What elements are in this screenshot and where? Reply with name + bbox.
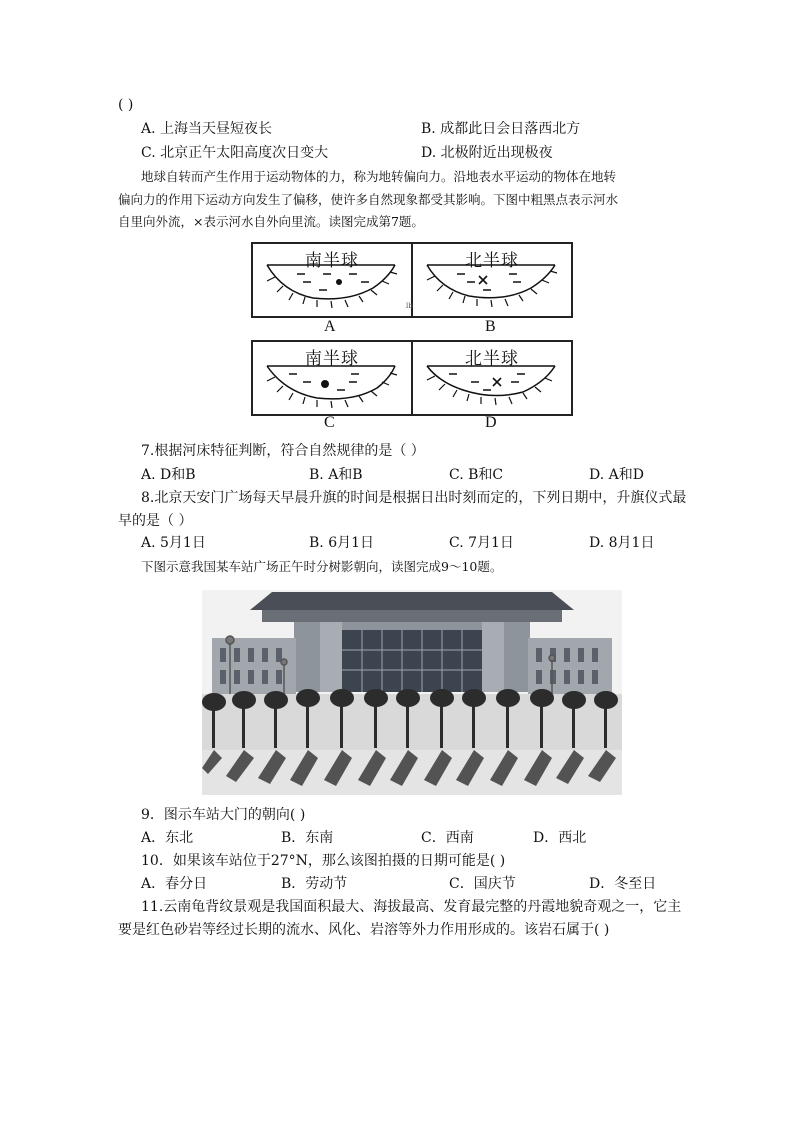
q10-option-d: D．冬至日 [589,876,657,892]
panel-b-riverbed [413,244,571,316]
q11-line1: 11.云南龟背纹景观是我国面积最大、海拔最高、发育最完整的丹霞地貌奇观之一，它主 [141,899,682,915]
q10-option-c: C．国庆节 [449,876,516,892]
panel-c-title: 南半球 [305,349,359,369]
q7-option-a: A. D和B [141,467,196,483]
panel-d-label: D [485,414,497,431]
panel-d-title: 北半球 [465,349,519,369]
q6-option-d: D. 北极附近出现极夜 [421,145,553,161]
q7-option-d: D. A和D [589,467,644,483]
intro9: 下图示意我国某车站广场正午时分树影朝向，读图完成9～10题。 [141,559,503,574]
q10-option-b: B．劳动节 [281,876,348,892]
q9-option-d: D．西北 [533,830,587,846]
intro7-line3: 自里向外流，×表示河水自外向里流。读图完成第7题。 [118,214,424,229]
panel-c-label: C [324,414,335,431]
q8-stem-line2: 早的是（ ） [118,513,193,529]
q6-option-a: A. 上海当天昼短夜长 [141,121,273,137]
diagram-panel-a [251,242,413,318]
q7-option-c: C. B和C [449,467,504,483]
intro7-line1: 地球自转而产生作用于运动物体的力，称为地转偏向力。沿地表水平运动的物体在地转 [141,169,617,184]
diagram-panel-d [411,340,573,416]
q6-bracket: ( ) [118,97,134,113]
intro7-line2: 偏向力的作用下运动方向发生了偏移，使许多自然现象都受其影响。下图中粗黑点表示河水 [118,192,619,207]
q8-option-c: C. 7月1日 [449,535,514,551]
q9-stem: 9．图示车站大门的朝向( ) [141,807,306,823]
tiny-mark: lb [406,302,413,310]
q6-option-c: C. 北京正午太阳高度次日变大 [141,145,329,161]
q9-option-a: A．东北 [141,830,194,846]
panel-a-title: 南半球 [305,251,359,271]
q11-line2: 要是红色砂岩等经过长期的流水、风化、岩溶等外力作用形成的。该岩石属于( ) [118,922,610,938]
diagram-panel-c [251,340,413,416]
q8-option-a: A. 5月1日 [141,535,206,551]
q8-option-d: D. 8月1日 [589,535,655,551]
q9-option-c: C．西南 [421,830,474,846]
panel-a-label: A [324,318,336,335]
q10-option-a: A．春分日 [141,876,208,892]
diagram-panel-b [411,242,573,318]
panel-d-riverbed [413,342,571,414]
q9-option-b: B．东南 [281,830,334,846]
q8-stem-line1: 8.北京天安门广场每天早晨升旗的时间是根据日出时刻而定的，下列日期中，升旗仪式最 [141,490,687,506]
panel-c-riverbed [253,342,411,414]
panel-b-title: 北半球 [465,251,519,271]
q6-option-b: B. 成都此日会日落西北方 [421,121,581,137]
panel-b-label: B [485,318,496,335]
q7-stem: 7.根据河床特征判断，符合自然规律的是（ ） [141,443,425,459]
station-photo [202,590,622,795]
q8-option-b: B. 6月1日 [309,535,375,551]
q7-option-b: B. A和B [309,467,363,483]
q10-stem: 10．如果该车站位于27°N，那么该图拍摄的日期可能是( ) [141,853,506,869]
panel-a-riverbed [253,244,411,316]
